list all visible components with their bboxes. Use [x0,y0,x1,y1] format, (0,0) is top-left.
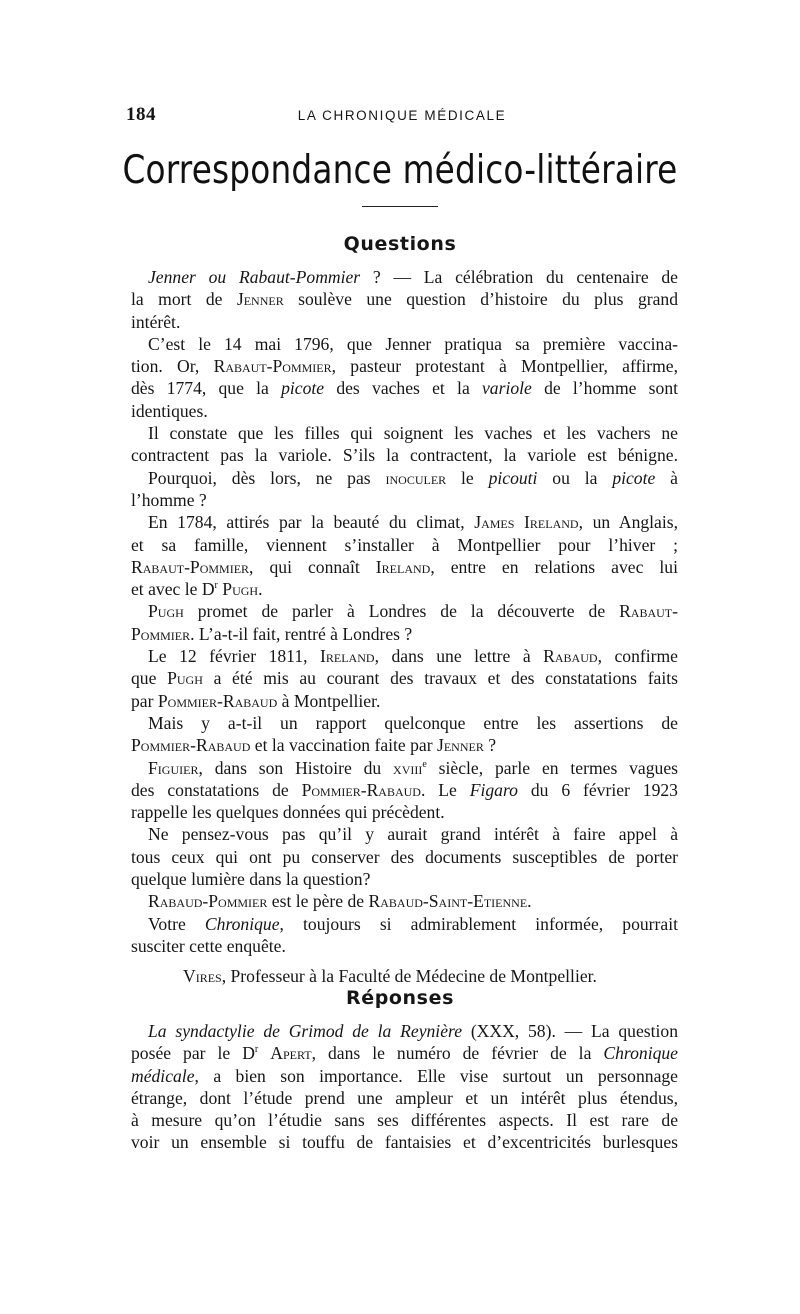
text: . [258,579,263,600]
text: , a bien son importance. Elle vise surtout un personnage [194,1065,678,1086]
text-line [131,467,678,489]
text-line [131,355,678,377]
text-line [131,1065,678,1087]
text: ? [483,735,497,756]
text: , un Anglais, [578,512,678,533]
superscript: r [214,580,218,592]
name-pugh: Pugh [148,601,184,622]
text: Votre [148,913,205,934]
responses-body [131,1020,678,1154]
article-title: Correspondance médico-littéraire [122,148,678,193]
text-line [131,266,678,288]
text-line: voir un ensemble si touffu de fantaisies et d’excentricités burlesques [131,1132,678,1153]
name-vires: Vires [183,966,222,987]
name-jenner: Jenner [436,735,484,756]
text: siècle, parle en termes vagues [426,757,678,778]
text-line [131,556,678,578]
italic-text: Figaro [469,779,518,800]
text-line: et sa famille, viennent s’installer à Montpellier pour l’hiver ; [131,534,678,555]
text-line: identiques. [131,400,208,421]
italic-text: La syndactylie de Grimod de la Reynière [148,1021,463,1041]
text: , pasteur protestant à Montpellier, affirme, [331,356,678,377]
text: , qui connaît [249,556,376,577]
name-pommier-rabaud: Pommier-Rabaud [301,779,421,800]
running-head [126,104,678,128]
text: , toujours si admirablement informée, pourrait [279,913,678,934]
text-line [131,913,678,935]
text: , dans une lettre à [374,646,544,667]
responses-heading: Réponses [345,987,454,1009]
text: posée par le D [131,1043,255,1064]
text: des vaches et la [324,378,482,399]
text: tion. Or, [131,356,214,377]
page-number: 184 [126,104,156,125]
italic-text: variole [482,378,532,399]
text-line [131,890,678,912]
text [258,1043,270,1063]
name-james-ireland: James Ireland [474,512,579,533]
superscript: r [254,1044,259,1056]
text-line: à mesure qu’on l’étudie sans ses différentes aspects. Il est rare de [131,1110,678,1131]
text: promet de parler à Londres de la découverte de [183,601,620,622]
text: . L’a-t-il fait, rentré à Londres ? [190,623,413,644]
text-line: étrange, dont l’étude prend une ampleur et un intérêt plus étendus, [131,1087,678,1108]
text: est le père de [267,891,369,912]
italic-text: picote [281,378,325,399]
text-line: contractent pas la variole. S’ils la contractent, la variole est bénigne. [131,445,678,466]
text: que [131,668,168,689]
word-inoculer: inoculer [385,467,447,488]
text: et la vaccination faite par [250,735,437,756]
title-rule [362,206,438,207]
name-pugh: Pugh [167,668,203,689]
text: , dans son Histoire du [198,757,394,778]
text-line: Il constate que les filles qui soignent les vaches et les vachers ne [148,423,678,444]
text-line: quelque lumière dans la question? [131,869,371,890]
text: ou la [537,467,613,488]
text-line: l’homme ? [131,489,207,510]
text-line [131,690,678,712]
text: soulève une question d’histoire du plus grand [283,289,678,310]
text-line: Mais y a-t-il un rapport quelconque entre les assertions de [148,712,678,733]
text: ? — La célébration du centenaire de [360,267,678,287]
text: de l’homme sont [531,378,679,399]
text-line [131,623,678,645]
name-pommier: Pommier [131,623,191,644]
text: , Professeur à la Faculté de Médecine de Montpellier. [221,966,597,987]
text-line [131,1020,678,1042]
text-line [131,734,678,756]
italic-text: Chronique [603,1043,678,1064]
name-pommier-rabaud: Pommier-Rabaud [131,735,251,756]
name-rabaud-saint-etienne: Rabaud-Saint-Etienne [368,891,528,912]
signature-line [131,965,678,987]
text: dès 1774, que la [131,378,282,399]
name-rabaud: Rabaud [543,646,598,667]
name-apert: Apert [270,1043,312,1064]
questions-body [131,266,678,988]
name-ireland: Ireland [320,646,375,667]
text-line [131,511,678,533]
text: des constatations de [131,779,302,800]
text: , confirme [597,646,678,667]
text: à Montpellier. [277,690,381,711]
text: (XXX, 58). — La question [462,1021,678,1041]
text: la mort de [131,289,237,310]
text-line: Ne pensez-vous pas qu’il y aurait grand intérêt à faire appel à [148,824,678,845]
text: par [131,690,158,711]
text-line [131,779,678,801]
text-line: C’est le 14 mai 1796, que Jenner pratiqua sa première vaccina- [148,333,678,354]
journal-title: LA CHRONIQUE MÉDICALE [297,108,507,123]
text: , entre en relations avec lui [430,556,678,577]
text-line [131,578,678,600]
text-line [131,377,678,399]
questions-heading: Questions [343,233,457,255]
text-line: tous ceux qui ont pu conserver des documents susceptibles de porter [131,846,678,867]
text: le [446,467,489,488]
name-rabaut-pommier: Rabaut-Pommier [213,356,332,377]
name-jenner: Jenner [236,289,284,310]
name-rabaut-pommier: Rabaut-Pommier [131,556,250,577]
text-line [131,288,678,310]
italic-text: picote [612,467,656,488]
italic-text: picouti [488,467,538,488]
text-line: susciter cette enquête. [131,935,286,956]
superscript: e [422,758,427,770]
text-line [131,757,678,779]
text-line: intérêt. [131,311,181,332]
name-pommier-rabaud: Pommier-Rabaud [157,690,278,711]
text: . [527,891,532,912]
text-line [131,600,678,622]
text-line [131,645,678,667]
text: a été mis au courant des travaux et des constatations faits [202,668,678,689]
italic-text: Jenner ou Rabaut-Pommier [148,267,361,287]
text: du 6 février 1923 [517,779,678,800]
name-ireland: Ireland [375,556,431,577]
text: , dans le numéro de février de la [311,1043,604,1064]
text-line: rappelle les quelques données qui précèdent. [131,802,445,823]
text-line [131,1042,678,1064]
text: . Le [420,779,470,800]
italic-text: Chronique [204,913,280,934]
name-figuier: Figuier [148,757,199,778]
name-rabaut: Rabaut- [619,601,678,622]
name-pugh: Pugh [222,579,259,600]
italic-text: médicale [131,1065,195,1086]
century-numeral: xviii [393,757,423,778]
text-line [131,667,678,689]
text: Pourquoi, dès lors, ne pas [148,467,386,488]
text: à [655,467,678,488]
text: Le 12 février 1811, [148,646,321,667]
name-rabaud-pommier: Rabaud-Pommier [148,891,268,912]
text: et avec le D [131,579,215,600]
text: En 1784, attirés par la beauté du climat, [148,512,475,533]
